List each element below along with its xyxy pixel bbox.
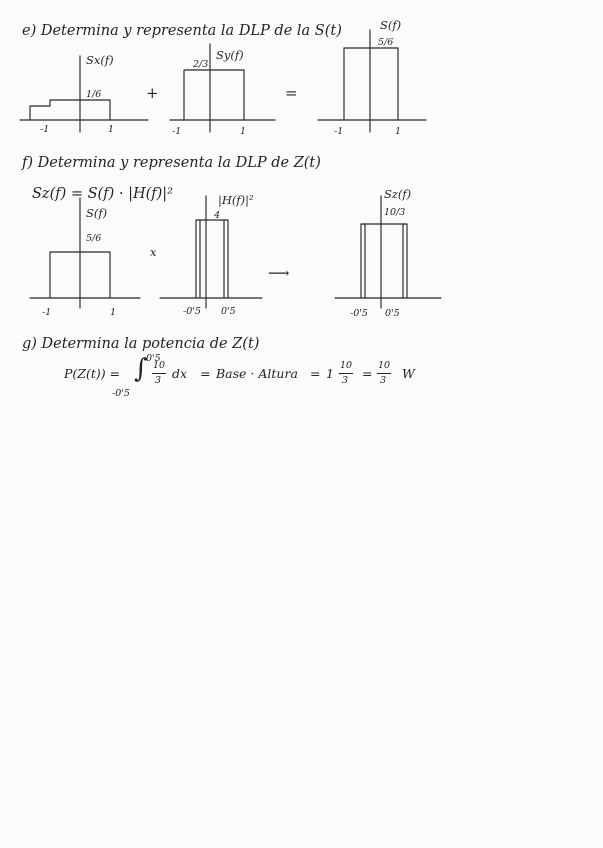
plot-h-level: 4	[214, 210, 221, 221]
eq-sign-1: =	[200, 366, 211, 381]
plot-f-s-tick-left: -1	[42, 307, 52, 318]
plot-s-title: S(f)	[380, 18, 402, 32]
plot-h	[160, 193, 264, 316]
integrand-dx: dx	[172, 366, 188, 381]
times-sign: x	[150, 245, 157, 259]
plot-h-title: |H(f)|²	[218, 193, 254, 207]
heading-f: f) Determina y representa la DLP de Z(t)	[22, 155, 321, 171]
plot-sz-tick-left: -0'5	[350, 308, 368, 319]
heading-e: e) Determina y representa la DLP de la S(t)	[22, 23, 342, 39]
base-altura: Base · Altura	[216, 366, 298, 381]
plot-f-s-level: 5/6	[86, 233, 102, 244]
integral-sign: ∫	[134, 354, 148, 384]
plot-s	[318, 30, 430, 140]
plot-sz-tick-right: 0'5	[385, 308, 400, 319]
integrand-den: 3	[155, 375, 162, 386]
plot-h-rect	[196, 220, 228, 298]
plot-sy-level: 2/3	[193, 59, 209, 70]
heading-g: g) Determina la potencia de Z(t)	[22, 336, 260, 352]
plot-s-rect	[344, 48, 398, 120]
plot-sx-level: 1/6	[86, 89, 102, 100]
frac1-den: 3	[342, 375, 349, 386]
plot-s-level: 5/6	[378, 37, 394, 48]
plot-sy-rect	[184, 70, 244, 120]
plot-sx-title: Sx(f)	[86, 53, 114, 67]
plot-sz-level: 10/3	[384, 207, 406, 218]
plot-sz-rect	[361, 224, 407, 298]
power-unit: W	[402, 366, 415, 381]
eq-sign-2: =	[310, 366, 321, 381]
plot-sx-tick-left: -1	[40, 124, 50, 135]
plot-sx-tick-right: 1	[108, 124, 115, 135]
plot-sy-title: Sy(f)	[216, 48, 244, 62]
equals-sign: =	[285, 84, 298, 102]
frac2-bar	[377, 373, 391, 374]
plot-f-s-tick-right: 1	[110, 307, 117, 318]
integrand-bar	[152, 373, 166, 374]
base-value: 1 ·	[326, 366, 342, 381]
plot-s-tick-right: 1	[395, 126, 402, 137]
frac1-bar	[339, 373, 353, 374]
frac2-num: 10	[378, 360, 391, 371]
eq-sign-3: =	[362, 366, 373, 381]
frac2-den: 3	[380, 375, 387, 386]
arrow-sign: ⟶	[268, 264, 290, 282]
plot-sy-tick-right: 1	[240, 126, 247, 137]
plot-sz-title: Sz(f)	[384, 187, 412, 201]
plot-h-tick-right: 0'5	[221, 306, 236, 317]
plot-sy-tick-left: -1	[172, 126, 182, 137]
plot-f-s-title: S(f)	[86, 206, 108, 220]
plot-sx-rect	[30, 100, 110, 120]
frac1-num: 10	[340, 360, 353, 371]
plus-sign: +	[146, 84, 159, 102]
power-lhs: P(Z(t)) =	[64, 366, 121, 381]
plot-h-tick-left: -0'5	[183, 306, 201, 317]
formula-sz: Sz(f) = S(f) · |H(f)|²	[32, 186, 173, 202]
integral-lower: -0'5	[112, 388, 130, 399]
integral-upper: 0'5	[146, 353, 161, 364]
plot-s-tick-left: -1	[334, 126, 344, 137]
integrand-num: 10	[153, 360, 166, 371]
